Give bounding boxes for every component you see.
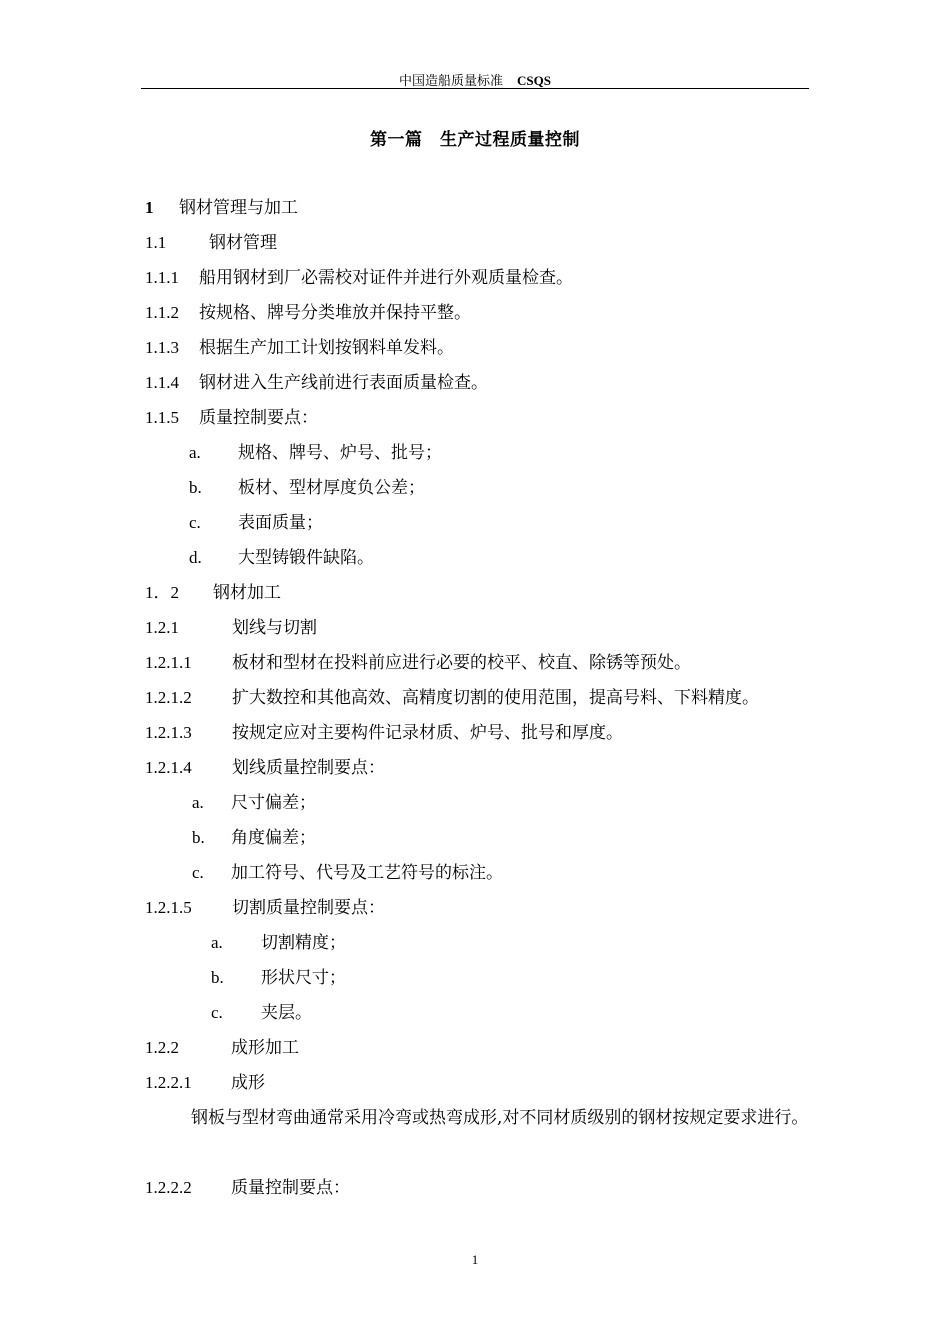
- item-text: 质量控制要点：: [199, 408, 318, 428]
- item-number: 1.1.3: [145, 338, 179, 357]
- section-heading: [145, 196, 298, 220]
- item-text: 钢材进入生产线前进行表面质量检查。: [199, 373, 488, 393]
- item-text: 按规格、牌号分类堆放并保持平整。: [199, 303, 471, 323]
- item-letter: c.: [211, 1003, 223, 1022]
- item-number: 1.1.4: [145, 373, 179, 392]
- sub-list-item: [189, 511, 323, 535]
- item-text: 形状尺寸；: [261, 968, 346, 988]
- item-number: 1.2.2: [145, 1038, 179, 1057]
- item-letter: a.: [189, 443, 201, 462]
- item-text: 扩大数控和其他高效、高精度切割的使用范围，提高号料、下料精度。: [232, 688, 759, 708]
- subsection-heading: [145, 581, 281, 605]
- header-title: 中国造船质量标准: [399, 74, 504, 89]
- list-item: [145, 616, 317, 640]
- item-number: 1.2.1.3: [145, 723, 192, 742]
- item-number: 1.2.2.2: [145, 1178, 192, 1197]
- item-text: 成形: [231, 1073, 265, 1093]
- item-number: 1.2.2.1: [145, 1073, 192, 1092]
- item-number: 1.1.5: [145, 408, 179, 427]
- item-text: 规格、牌号、炉号、批号；: [238, 443, 442, 463]
- item-text: 成形加工: [231, 1038, 299, 1058]
- item-number: 1.2.1.5: [145, 898, 192, 917]
- sub-list-item: [192, 861, 503, 885]
- item-letter: c.: [192, 863, 204, 882]
- list-item: [145, 686, 759, 710]
- item-text: 船用钢材到厂必需校对证件并进行外观质量检查。: [199, 268, 573, 288]
- item-text: 加工符号、代号及工艺符号的标注。: [231, 863, 503, 883]
- page-number: 1: [471, 1252, 479, 1267]
- item-text: 大型铸锻件缺陷。: [238, 548, 374, 568]
- item-letter: d.: [189, 548, 202, 567]
- list-item: [145, 371, 488, 395]
- item-text: 钢材管理: [209, 233, 277, 253]
- list-item: [145, 406, 318, 430]
- item-text: 切割质量控制要点：: [232, 898, 385, 918]
- list-item: [145, 1071, 265, 1095]
- item-number: 1.2.1: [145, 618, 179, 637]
- list-item: [145, 1036, 299, 1060]
- item-number: 1.2.1.1: [145, 653, 192, 672]
- item-letter: c.: [189, 513, 201, 532]
- page-header: [0, 70, 950, 89]
- item-text: 板材、型材厚度负公差；: [238, 478, 425, 498]
- item-text: 夹层。: [261, 1003, 312, 1023]
- item-text: 角度偏差；: [231, 828, 316, 848]
- item-letter: b.: [189, 478, 202, 497]
- sub-list-item: [189, 546, 374, 570]
- item-text: 钢材加工: [213, 583, 281, 603]
- list-item: [145, 651, 691, 675]
- item-number: 1.1.1: [145, 268, 179, 287]
- list-item: [145, 336, 454, 360]
- sub-list-item: [189, 476, 425, 500]
- item-text: 划线与切割: [232, 618, 317, 638]
- header-divider: [141, 88, 809, 89]
- list-item: [145, 896, 385, 920]
- item-text: 按规定应对主要构件记录材质、炉号、批号和厚度。: [232, 723, 623, 743]
- list-item: [145, 1176, 350, 1200]
- item-text: 尺寸偏差；: [231, 793, 316, 813]
- item-text: 切割精度；: [261, 933, 346, 953]
- item-text: 表面质量；: [238, 513, 323, 533]
- sub-list-item: [211, 1001, 312, 1025]
- list-item: [145, 266, 573, 290]
- item-letter: b.: [211, 968, 224, 987]
- list-item: [145, 756, 385, 780]
- item-number: 1．2: [145, 583, 179, 602]
- sub-list-item: [211, 966, 346, 990]
- item-text: 划线质量控制要点：: [232, 758, 385, 778]
- item-number: 1.1: [145, 233, 167, 252]
- item-text: 质量控制要点：: [231, 1178, 350, 1198]
- item-number: 1.1.2: [145, 303, 179, 322]
- item-number: 1.2.1.2: [145, 688, 192, 707]
- body-paragraph: 钢板与型材弯曲通常采用冷弯或热弯成形,对不同材质级别的钢材按规定要求进行。: [191, 1108, 809, 1128]
- item-letter: a.: [211, 933, 223, 952]
- item-letter: a.: [192, 793, 204, 812]
- sub-list-item: [211, 931, 346, 955]
- item-text: 根据生产加工计划按钢料单发料。: [199, 338, 454, 358]
- item-number: 1.2.1.4: [145, 758, 192, 777]
- list-item: [145, 301, 471, 325]
- subsection-heading: [145, 231, 277, 255]
- sub-list-item: [189, 441, 442, 465]
- part-title: 第一篇 生产过程质量控制: [370, 130, 580, 150]
- header-code: CSQS: [517, 73, 551, 88]
- section-text: 钢材管理与加工: [179, 198, 298, 218]
- list-item: [145, 721, 623, 745]
- item-letter: b.: [192, 828, 205, 847]
- sub-list-item: [192, 826, 316, 850]
- item-text: 板材和型材在投料前应进行必要的校平、校直、除锈等预处。: [232, 653, 691, 673]
- section-number: 1: [145, 198, 154, 217]
- sub-list-item: [192, 791, 316, 815]
